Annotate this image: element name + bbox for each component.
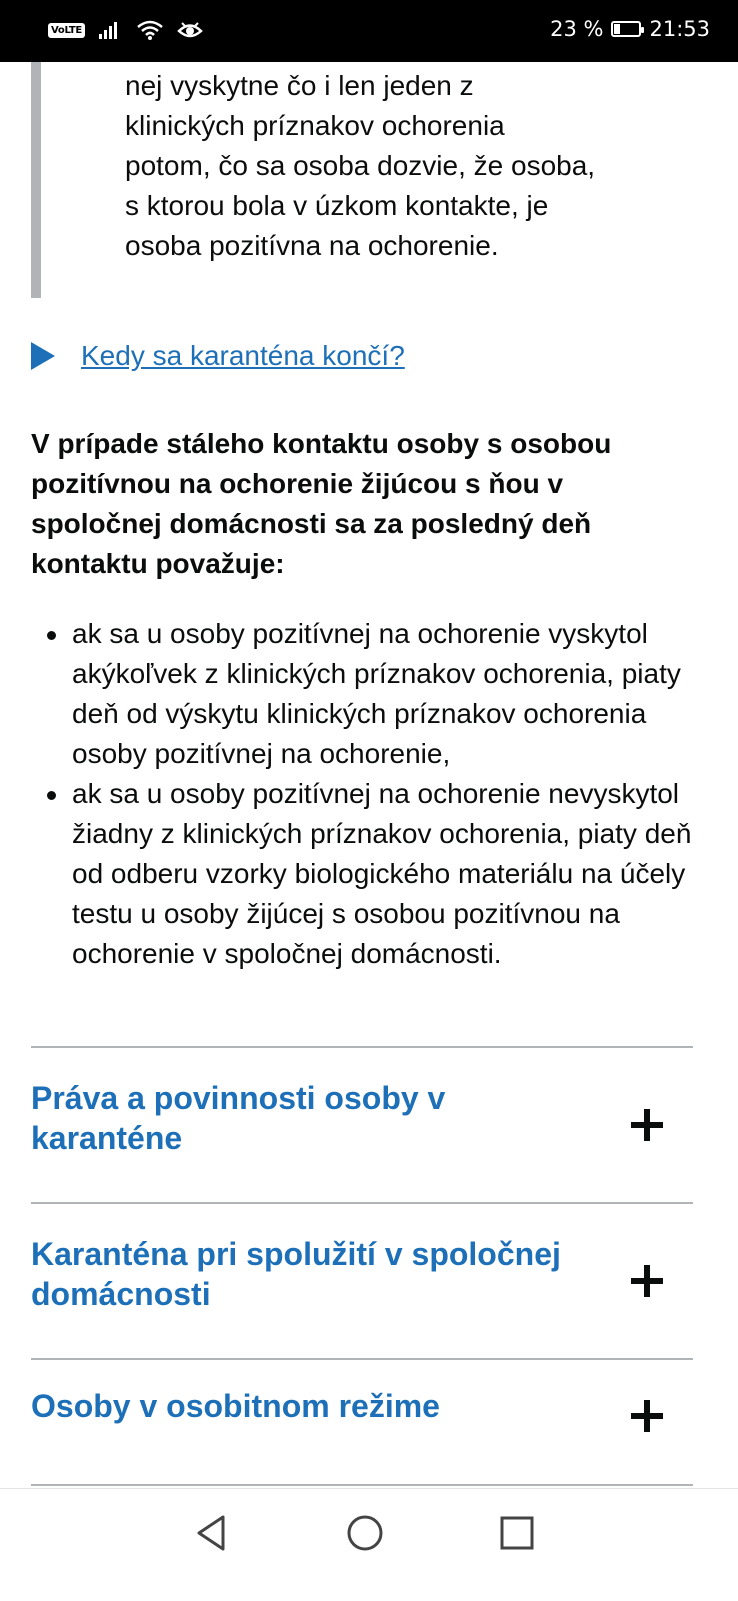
plus-icon[interactable] xyxy=(631,1109,663,1141)
status-icons-left xyxy=(48,20,203,40)
inset-line: nej vyskytne čo i len jeden z xyxy=(125,70,474,101)
inset-line: potom, čo sa osoba dozvie, že osoba, xyxy=(125,150,596,181)
signal-icon xyxy=(99,20,123,40)
accordion-heading[interactable]: Práva a povinnosti osoby v karanténe xyxy=(31,1080,446,1156)
accordion-heading[interactable]: Karanténa pri spolužití v spoločnej domácnosti xyxy=(31,1236,561,1312)
list-item: ak sa u osoby pozitívnej na ochorenie vyskytol akýkoľvek z klinických príznakov ochorenia, piaty deň od výskytu klinických príznakov ochorenia osoby pozitívnej na ochorenie, xyxy=(31,614,711,774)
accordion-section-special[interactable] xyxy=(31,1358,693,1486)
inset-text xyxy=(125,66,665,266)
details-summary-link[interactable]: Kedy sa karanténa končí? xyxy=(81,340,405,371)
plus-icon[interactable] xyxy=(631,1400,663,1432)
list-item: ak sa u osoby pozitívnej na ochorenie nevyskytol žiadny z klinických príznakov ochorenia, piaty deň od odberu vzorky biologického materiálu na účely testu u osoby žijúcej s osobou pozitívnou na ochorenie v spoločnej domácnosti. xyxy=(31,774,711,974)
navigation-bar xyxy=(0,1488,738,1601)
accordion-heading[interactable]: Osoby v osobitnom režime xyxy=(31,1388,440,1424)
status-bar xyxy=(0,0,738,62)
inset-line: s ktorou bola v úzkom kontakte, je xyxy=(125,190,549,221)
battery-percentage: 23 % xyxy=(550,17,604,41)
status-icons-right xyxy=(550,17,710,41)
accordion-section-household[interactable] xyxy=(31,1202,693,1360)
battery-icon xyxy=(611,21,641,37)
bold-paragraph: V prípade stáleho kontaktu osoby s osobou pozitívnou na ochorenie žijúcou s ňou v spoločnej domácnosti sa za posledný deň kontaktu považuje: xyxy=(31,428,612,579)
back-icon[interactable] xyxy=(191,1513,231,1553)
wifi-icon xyxy=(137,20,163,40)
volte-icon: VoLTE xyxy=(48,23,85,38)
eye-icon xyxy=(177,20,203,40)
clock: 21:53 xyxy=(649,17,710,41)
triangle-right-icon xyxy=(31,342,55,370)
recents-icon[interactable] xyxy=(497,1513,537,1553)
battery-fill xyxy=(614,24,620,34)
plus-icon[interactable] xyxy=(631,1265,663,1297)
accordion-section-rights[interactable] xyxy=(31,1046,693,1204)
home-icon[interactable] xyxy=(345,1513,385,1553)
inset-line: osoba pozitívna na ochorenie. xyxy=(125,230,499,261)
bullet-list xyxy=(31,614,711,974)
inset-line: klinických príznakov ochorenia xyxy=(125,110,505,141)
details-toggle[interactable] xyxy=(31,340,405,372)
